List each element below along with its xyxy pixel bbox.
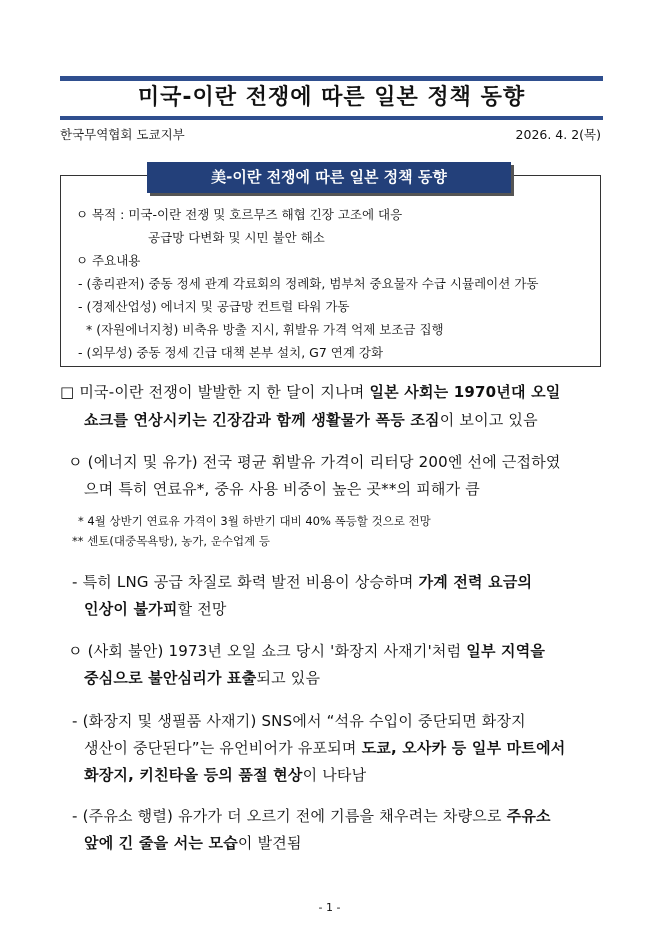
text-run: 생산이 중단된다”는 유언비어가 유포되며 — [84, 739, 362, 757]
body-para-3-line-1 — [72, 571, 532, 592]
text-run: 되고 있음 — [256, 669, 321, 687]
footnote-1: * 4월 상반기 연료유 가격이 3월 하반기 대비 40% 폭등할 것으로 전망 — [78, 514, 431, 528]
text-run-bold: 일본 사회는 1970년대 오일 — [369, 383, 561, 401]
summary-heading-text: 美-이란 전쟁에 따른 일본 정책 동향 — [211, 168, 447, 186]
text-run: 할 전망 — [177, 600, 227, 618]
body-para-1-line-2 — [84, 409, 538, 430]
summary-box — [60, 175, 601, 367]
text-run-bold: 일부 지역을 — [466, 642, 546, 660]
body-para-5-line-1: - (화장지 및 생필품 사재기) SNS에서 “석유 수입이 중단되면 화장지 — [72, 712, 526, 730]
document-date: 2026. 4. 2(목) — [515, 127, 601, 142]
text-run-bold: 앞에 긴 줄을 서는 모습 — [84, 834, 238, 852]
text-run: - (주유소 행렬) 유가가 더 오르기 전에 기름을 채우려는 차량으로 — [72, 807, 507, 825]
text-run-bold: 가계 전력 요금의 — [418, 573, 533, 591]
body-para-6-line-1 — [72, 805, 551, 826]
text-run: 이 나타남 — [302, 766, 367, 784]
title-bottom-rule — [60, 116, 603, 120]
summary-item-energy-agency: * (자원에너지청) 비축유 방출 지시, 휘발유 가격 억제 보조금 집행 — [86, 322, 444, 337]
body-para-3-line-2 — [84, 598, 227, 619]
body-para-5-line-3 — [84, 764, 366, 785]
summary-item-mofa: - (외무성) 중동 정세 긴급 대책 본부 설치, G7 연계 강화 — [78, 345, 384, 360]
summary-purpose-cont: 공급망 다변화 및 시민 불안 해소 — [148, 230, 325, 245]
summary-item-meti: - (경제산업성) 에너지 및 공급망 컨트럴 타워 가동 — [78, 299, 350, 314]
text-run: - 특히 LNG 공급 차질로 화력 발전 비용이 상승하며 — [72, 573, 419, 591]
text-run-bold: 도쿄, 오사카 등 일부 마트에서 — [361, 739, 566, 757]
text-run-bold: 주유소 — [506, 807, 551, 825]
summary-heading — [147, 162, 511, 193]
text-run: 이 발견됨 — [237, 834, 302, 852]
footnote-2: ** 센토(대중목욕탕), 농가, 운수업계 등 — [72, 534, 270, 548]
body-para-2-line-2: 으며 특히 연료유*, 중유 사용 비중이 높은 곳**의 피해가 큼 — [84, 480, 480, 498]
body-para-5-line-2 — [84, 737, 565, 758]
body-para-6-line-2 — [84, 832, 302, 853]
body-para-1-line-1 — [60, 381, 561, 402]
summary-main-content: ㅇ 주요내용 — [76, 253, 141, 268]
organization: 한국무역협회 도쿄지부 — [60, 127, 185, 142]
title-top-rule — [60, 76, 603, 81]
text-run-bold: 인상이 불가피 — [84, 600, 178, 618]
text-run: ㅇ (사회 불안) 1973년 오일 쇼크 당시 '화장지 사재기'처럼 — [68, 642, 467, 660]
page-number: - 1 - — [318, 901, 341, 914]
text-run-bold: 중심으로 불안심리가 표출 — [84, 669, 257, 687]
document-title: 미국-이란 전쟁에 따른 일본 정책 동향 — [137, 85, 526, 110]
text-run: 이 보이고 있음 — [439, 411, 538, 429]
body-para-2-line-1: ㅇ (에너지 및 유가) 전국 평균 휘발유 가격이 리터당 200엔 선에 근접하였 — [68, 453, 561, 471]
body-para-4-line-2 — [84, 667, 320, 688]
text-run-bold: 쇼크를 연상시키는 긴장감과 함께 생활물가 폭등 조짐 — [84, 411, 440, 429]
summary-item-pm-office: - (총리관저) 중동 정세 관계 각료회의 정례화, 범부처 중요물자 수급 시뮬레이션 가동 — [78, 276, 539, 291]
summary-purpose: ㅇ 목적 : 미국-이란 전쟁 및 호르무즈 해협 긴장 고조에 대응 — [76, 207, 403, 222]
text-run: □ 미국-이란 전쟁이 발발한 지 한 달이 지나며 — [60, 383, 370, 401]
body-para-4-line-1 — [68, 640, 545, 661]
text-run-bold: 화장지, 키친타올 등의 품절 현상 — [84, 766, 303, 784]
